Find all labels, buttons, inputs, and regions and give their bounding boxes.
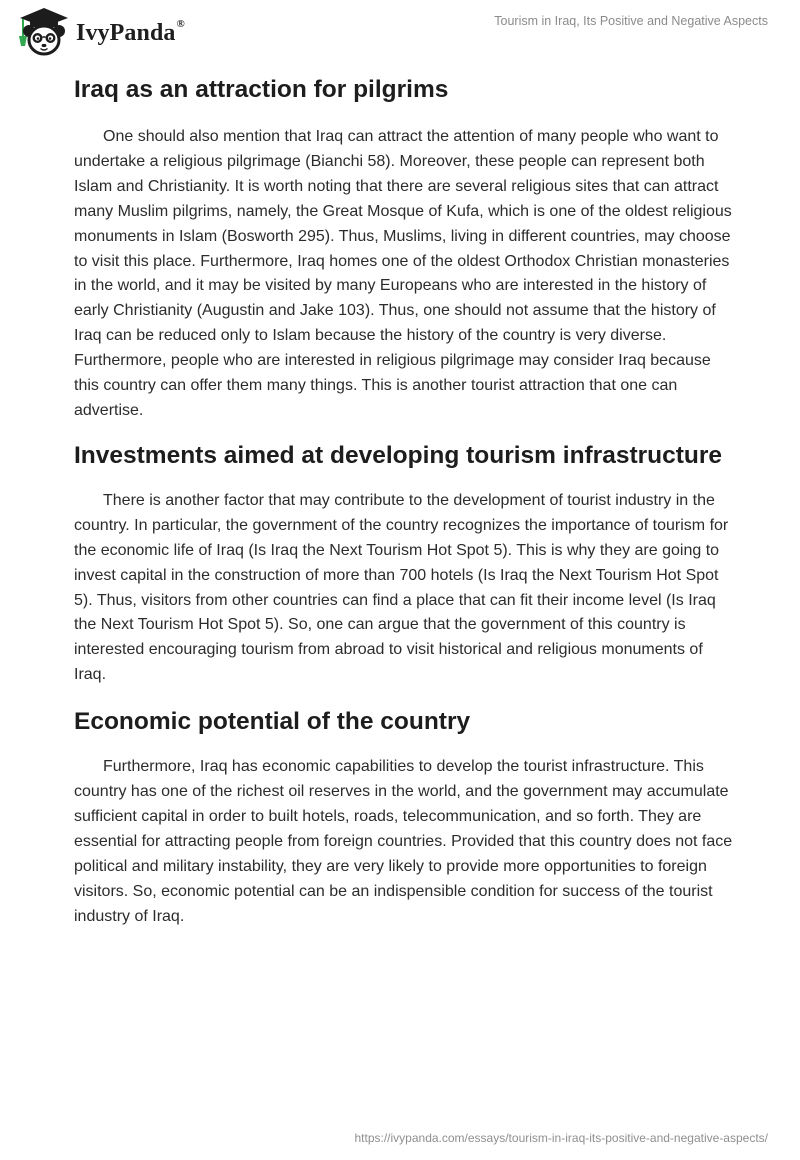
panda-graduate-logo-icon — [14, 6, 72, 58]
running-title: Tourism in Iraq, Its Positive and Negative Aspects — [494, 14, 768, 28]
section-heading: Investments aimed at developing tourism infrastructure — [74, 441, 723, 469]
source-url[interactable]: https://ivypanda.com/essays/tourism-in-iraq-its-positive-and-negative-aspects/ — [354, 1131, 768, 1145]
page-header — [0, 0, 800, 64]
section-paragraph: One should also mention that Iraq can attract the attention of many people who want to undertake a religious pilgrimage (Bianchi 58). Moreover, these people can represent both Islam and Christianity. It is worth noting that there are several religious sites that can attract many Muslim pilgrims, namely, the Great Mosque of Kufa, which is one of the oldest religious monuments in Islam (Bosworth 295). Thus, Muslims, living in different countries, may choose to visit this place. Furthermore, Iraq homes one of the oldest Orthodox Christian monasteries in the world, and it may be visited by many Europeans who are interested in the history of early Christianity (Augustin and Jake 103). Thus, one should not assume that the history of Iraq can be reduced only to Islam because the history of the country is very diverse. Furthermore, people who are interested in religious pilgrimage may consider Iraq because this country can offer them many things. This is another tourist attraction that one can advertise. — [74, 128, 732, 419]
section-paragraph: There is another factor that may contribute to the development of tourist industry in the country. In particular, the government of the country recognizes the importance of tourism for the economic life of Iraq (Is Iraq the Next Tourism Hot Spot 5). This is why they are going to invest capital in the construction of more than 700 hotels (Is Iraq the Next Tourism Hot Spot 5). Thus, visitors from other countries can find a place that can fit their income level (Is Iraq the Next Tourism Hot Spot 5). So, one can argue that the government of this country is interested encouraging tourism from abroad to visit historical and religious monuments of Iraq. — [74, 491, 729, 684]
trademark-mark: ® — [176, 18, 185, 30]
section-heading: Economic potential of the country — [74, 708, 471, 736]
brand-name — [76, 18, 185, 46]
section-paragraph: Furthermore, Iraq has economic capabilities to develop the tourist infrastructure. This country has one of the richest oil reserves in the world, and the government may accumulate sufficient capital in order to built hotels, roads, telecommunication, and so forth. They are essential for attracting people from foreign countries. Provided that this country does not face political and military instability, they are very likely to provide more opportunities to foreign visitors. So, economic potential can be an indispensible condition for success of the tourist industry of Iraq. — [74, 758, 733, 925]
brand-logo[interactable] — [14, 6, 185, 58]
essay-content — [74, 68, 734, 929]
brand-name-text: IvyPanda — [76, 20, 176, 46]
section-heading: Iraq as an attraction for pilgrims — [74, 76, 449, 103]
